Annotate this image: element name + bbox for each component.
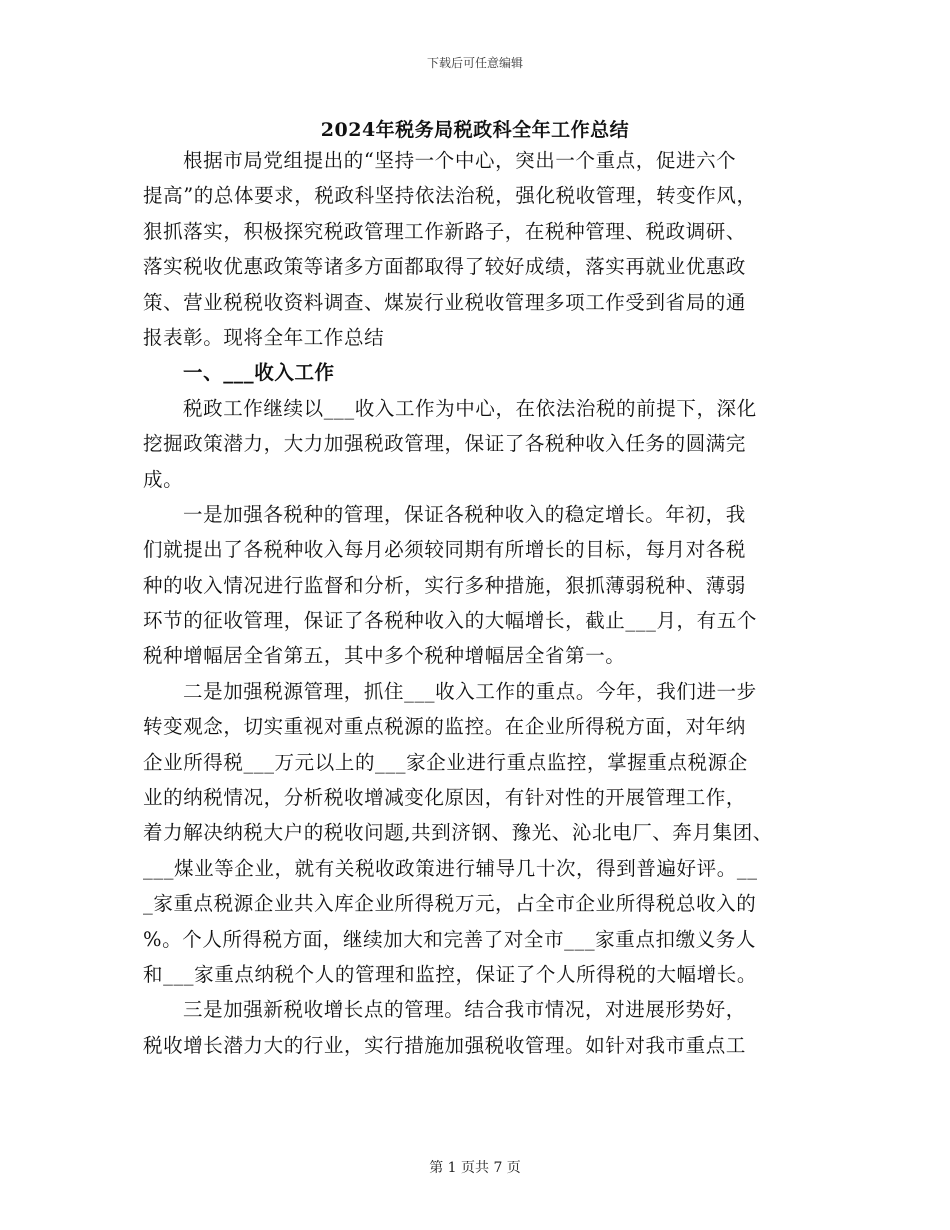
paragraph-line: 根据市局党组提出的“坚持一个中心，突出一个重点，促进六个 — [183, 149, 737, 172]
paragraph-line: _家重点税源企业共入库企业所得税万元，占全市企业所得税总收入的 — [143, 892, 757, 916]
paragraph-line: 报表彰。现将全年工作总结 — [143, 325, 385, 349]
paragraph-line: 狠抓落实，积极探究税政管理工作新路子，在税种管理、税政调研、 — [143, 219, 747, 243]
document-title: 2024年税务局税政科全年工作总结 — [320, 119, 630, 141]
paragraph-line: 税种增幅居全省第五，其中多个税种增幅居全省第一。 — [143, 644, 626, 668]
paragraph-line: 三是加强新税收增长点的管理。结合我市情况，对进展形势好， — [183, 998, 746, 1022]
paragraph-line: 转变观念，切实重视对重点税源的监控。在企业所得税方面，对年纳 — [143, 715, 747, 739]
paragraph-line: 税收增长潜力大的行业，实行措施加强税收管理。如针对我市重点工 — [143, 1033, 747, 1057]
page-footer: 第 1 页共 7 页 — [429, 1160, 521, 1176]
paragraph-line: 环节的征收管理，保证了各税种收入的大幅增长，截止___月，有五个 — [143, 609, 757, 633]
document-body — [143, 143, 815, 1063]
paragraph-line: 一是加强各税种的管理，保证各税种收入的稳定增长。年初，我 — [183, 502, 746, 526]
paragraph-line: 种的收入情况进行监督和分析，实行多种措施，狠抓薄弱税种、薄弱 — [143, 573, 747, 597]
paragraph-line: 税政工作继续以___收入工作为中心，在依法治税的前提下，深化 — [183, 396, 757, 420]
paragraph-line: 成。 — [143, 467, 184, 491]
page-header: 下载后可任意编辑 — [426, 56, 523, 70]
section-heading: 一、___收入工作 — [183, 361, 335, 385]
paragraph-line: 落实税收优惠政策等诸多方面都取得了较好成绩，落实再就业优惠政 — [143, 255, 747, 279]
paragraph-line: 和___家重点纳税个人的管理和监控，保证了个人所得税的大幅增长。 — [143, 962, 757, 986]
paragraph-line: 着力解决纳税大户的税收问题,共到济钢、豫光、沁北电厂、奔月集团、 — [143, 821, 773, 845]
paragraph-line: ___煤业等企业，就有关税收政策进行辅导几十次，得到普遍好评。__ — [143, 856, 758, 880]
paragraph-line: 们就提出了各税种收入每月必须较同期有所增长的目标，每月对各税 — [143, 538, 747, 562]
paragraph-line: 挖掘政策潜力，大力加强税政管理，保证了各税种收入任务的圆满完 — [143, 432, 747, 456]
paragraph-line: 企业所得税___万元以上的___家企业进行重点监控，掌握重点税源企 — [143, 750, 748, 774]
paragraph-line: 提高”的总体要求，税政科坚持依法治税，强化税收管理，转变作风， — [143, 184, 757, 208]
paragraph-line: %。个人所得税方面，继续加大和完善了对全市___家重点扣缴义务人 — [143, 927, 756, 951]
paragraph-line: 策、营业税税收资料调查、煤炭行业税收管理多项工作受到省局的通 — [143, 290, 747, 314]
paragraph-line: 二是加强税源管理，抓住___收入工作的重点。今年，我们进一步 — [183, 679, 757, 703]
paragraph-line: 业的纳税情况，分析税收增减变化原因，有针对性的开展管理工作， — [143, 786, 747, 810]
